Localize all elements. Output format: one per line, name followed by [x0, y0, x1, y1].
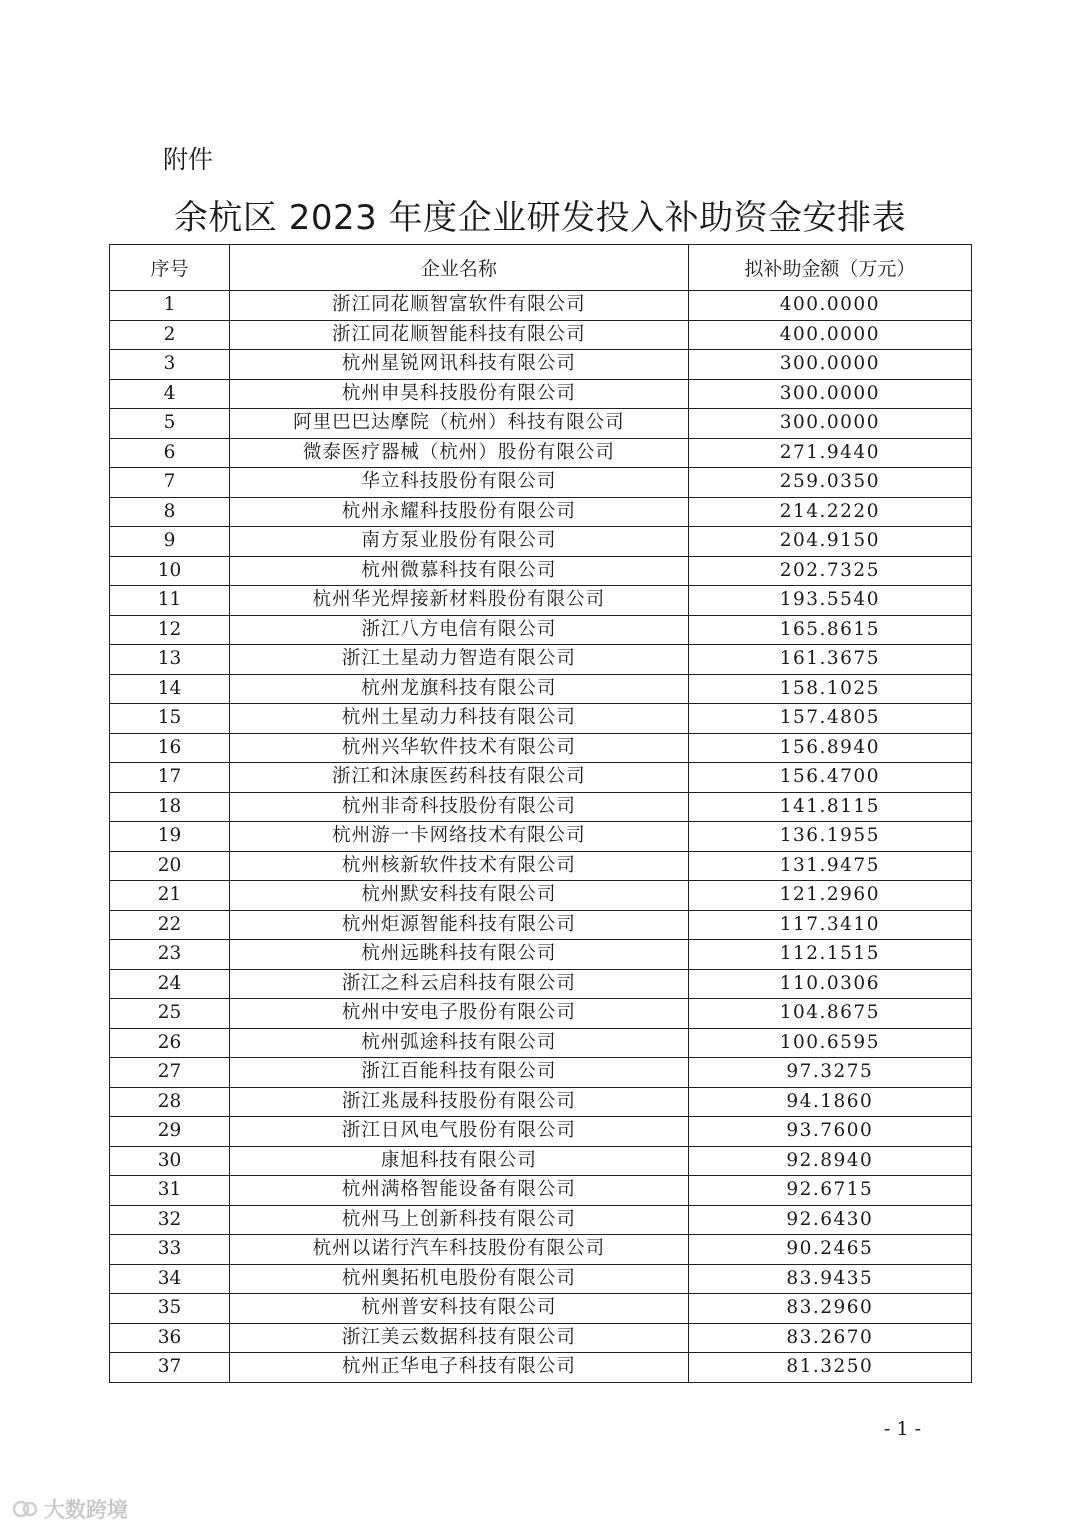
company-name: 杭州中安电子股份有限公司	[230, 999, 689, 1029]
company-name: 杭州远眺科技有限公司	[230, 940, 689, 970]
table-row	[110, 320, 972, 350]
company-name: 浙江土星动力智造有限公司	[230, 645, 689, 675]
table-row	[110, 497, 972, 527]
subsidy-amount: 158.1025	[688, 674, 971, 704]
row-index: 8	[110, 497, 230, 527]
subsidy-amount: 92.8940	[688, 1146, 971, 1176]
row-index: 25	[110, 999, 230, 1029]
table-row	[110, 1146, 972, 1176]
company-name: 杭州满格智能设备有限公司	[230, 1176, 689, 1206]
table-row	[110, 527, 972, 557]
table-row	[110, 1205, 972, 1235]
row-index: 31	[110, 1176, 230, 1206]
company-name: 杭州弧途科技有限公司	[230, 1028, 689, 1058]
row-index: 13	[110, 645, 230, 675]
table-row	[110, 704, 972, 734]
subsidy-amount: 271.9440	[688, 438, 971, 468]
table-row	[110, 556, 972, 586]
row-index: 10	[110, 556, 230, 586]
row-index: 34	[110, 1264, 230, 1294]
attachment-label: 附件	[163, 145, 214, 174]
table-row	[110, 999, 972, 1029]
subsidy-amount: 161.3675	[688, 645, 971, 675]
subsidy-amount: 92.6430	[688, 1205, 971, 1235]
row-index: 1	[110, 291, 230, 321]
table-row	[110, 910, 972, 940]
table-row	[110, 438, 972, 468]
table-row	[110, 1353, 972, 1383]
table-row	[110, 674, 972, 704]
subsidy-amount: 112.1515	[688, 940, 971, 970]
subsidy-amount: 136.1955	[688, 822, 971, 852]
subsidy-amount: 131.9475	[688, 851, 971, 881]
company-name: 浙江美云数据科技有限公司	[230, 1323, 689, 1353]
subsidy-amount: 259.0350	[688, 468, 971, 498]
table-row	[110, 379, 972, 409]
company-name: 浙江兆晟科技股份有限公司	[230, 1087, 689, 1117]
company-name: 华立科技股份有限公司	[230, 468, 689, 498]
subsidy-amount: 193.5540	[688, 586, 971, 616]
row-index: 28	[110, 1087, 230, 1117]
company-name: 阿里巴巴达摩院（杭州）科技有限公司	[230, 409, 689, 439]
table-row	[110, 615, 972, 645]
subsidy-amount: 400.0000	[688, 291, 971, 321]
table-row	[110, 969, 972, 999]
row-index: 18	[110, 792, 230, 822]
header-subsidy-amount: 拟补助金额（万元）	[688, 245, 971, 291]
subsidy-amount: 214.2220	[688, 497, 971, 527]
company-name: 杭州非奇科技股份有限公司	[230, 792, 689, 822]
subsidy-amount: 300.0000	[688, 350, 971, 380]
subsidy-amount: 300.0000	[688, 409, 971, 439]
subsidy-amount: 400.0000	[688, 320, 971, 350]
table-row	[110, 822, 972, 852]
company-name: 南方泵业股份有限公司	[230, 527, 689, 557]
row-index: 16	[110, 733, 230, 763]
row-index: 24	[110, 969, 230, 999]
subsidy-amount: 94.1860	[688, 1087, 971, 1117]
company-name: 杭州华光焊接新材料股份有限公司	[230, 586, 689, 616]
subsidy-amount: 300.0000	[688, 379, 971, 409]
watermark	[12, 1494, 128, 1524]
watermark-logo-icon	[12, 1498, 38, 1520]
row-index: 15	[110, 704, 230, 734]
table-row	[110, 1294, 972, 1324]
company-name: 杭州马上创新科技有限公司	[230, 1205, 689, 1235]
table-row	[110, 350, 972, 380]
row-index: 36	[110, 1323, 230, 1353]
table-row	[110, 733, 972, 763]
row-index: 19	[110, 822, 230, 852]
subsidy-amount: 141.8115	[688, 792, 971, 822]
header-company-name: 企业名称	[230, 245, 689, 291]
subsidy-amount: 117.3410	[688, 910, 971, 940]
table-row	[110, 1058, 972, 1088]
row-index: 11	[110, 586, 230, 616]
company-name: 杭州申昊科技股份有限公司	[230, 379, 689, 409]
company-name: 浙江和沐康医药科技有限公司	[230, 763, 689, 793]
table-row	[110, 586, 972, 616]
subsidy-amount: 157.4805	[688, 704, 971, 734]
company-name: 杭州兴华软件技术有限公司	[230, 733, 689, 763]
row-index: 26	[110, 1028, 230, 1058]
table-row	[110, 763, 972, 793]
subsidy-amount: 202.7325	[688, 556, 971, 586]
table-row	[110, 291, 972, 321]
table-row	[110, 1176, 972, 1206]
row-index: 22	[110, 910, 230, 940]
company-name: 杭州游一卡网络技术有限公司	[230, 822, 689, 852]
company-name: 浙江日风电气股份有限公司	[230, 1117, 689, 1147]
row-index: 2	[110, 320, 230, 350]
company-name: 杭州以诺行汽车科技股份有限公司	[230, 1235, 689, 1265]
company-name: 杭州正华电子科技有限公司	[230, 1353, 689, 1383]
row-index: 29	[110, 1117, 230, 1147]
company-name: 杭州炬源智能科技有限公司	[230, 910, 689, 940]
row-index: 32	[110, 1205, 230, 1235]
subsidy-amount: 204.9150	[688, 527, 971, 557]
page-number: - 1 -	[884, 1418, 922, 1440]
company-name: 杭州微慕科技有限公司	[230, 556, 689, 586]
company-name: 杭州核新软件技术有限公司	[230, 851, 689, 881]
row-index: 9	[110, 527, 230, 557]
table-row	[110, 409, 972, 439]
table-row	[110, 468, 972, 498]
table-row	[110, 1028, 972, 1058]
company-name: 杭州永耀科技股份有限公司	[230, 497, 689, 527]
row-index: 21	[110, 881, 230, 911]
subsidy-amount: 90.2465	[688, 1235, 971, 1265]
company-name: 杭州普安科技有限公司	[230, 1294, 689, 1324]
company-name: 杭州奥拓机电股份有限公司	[230, 1264, 689, 1294]
subsidy-table	[109, 244, 972, 1383]
subsidy-amount: 92.6715	[688, 1176, 971, 1206]
table-row	[110, 1235, 972, 1265]
table-row	[110, 1264, 972, 1294]
header-index: 序号	[110, 245, 230, 291]
subsidy-amount: 104.8675	[688, 999, 971, 1029]
subsidy-amount: 165.8615	[688, 615, 971, 645]
row-index: 20	[110, 851, 230, 881]
row-index: 27	[110, 1058, 230, 1088]
company-name: 杭州土星动力科技有限公司	[230, 704, 689, 734]
table-row	[110, 792, 972, 822]
company-name: 浙江八方电信有限公司	[230, 615, 689, 645]
row-index: 12	[110, 615, 230, 645]
table-body	[110, 291, 972, 1383]
table-row	[110, 940, 972, 970]
subsidy-amount: 100.6595	[688, 1028, 971, 1058]
row-index: 37	[110, 1353, 230, 1383]
document-title: 余杭区 2023 年度企业研发投入补助资金安排表	[173, 198, 907, 238]
table-row	[110, 881, 972, 911]
table-row	[110, 1087, 972, 1117]
subsidy-amount: 83.2670	[688, 1323, 971, 1353]
row-index: 14	[110, 674, 230, 704]
company-name: 微泰医疗器械（杭州）股份有限公司	[230, 438, 689, 468]
company-name: 杭州龙旗科技有限公司	[230, 674, 689, 704]
subsidy-amount: 121.2960	[688, 881, 971, 911]
table-row	[110, 1117, 972, 1147]
company-name: 浙江百能科技有限公司	[230, 1058, 689, 1088]
subsidy-amount: 81.3250	[688, 1353, 971, 1383]
company-name: 浙江同花顺智能科技有限公司	[230, 320, 689, 350]
table-header-row	[110, 245, 972, 291]
row-index: 6	[110, 438, 230, 468]
row-index: 17	[110, 763, 230, 793]
row-index: 5	[110, 409, 230, 439]
subsidy-amount: 97.3275	[688, 1058, 971, 1088]
company-name: 康旭科技有限公司	[230, 1146, 689, 1176]
watermark-text: 大数跨境	[44, 1498, 128, 1522]
row-index: 7	[110, 468, 230, 498]
company-name: 杭州星锐网讯科技有限公司	[230, 350, 689, 380]
subsidy-amount: 156.8940	[688, 733, 971, 763]
row-index: 23	[110, 940, 230, 970]
subsidy-amount: 156.4700	[688, 763, 971, 793]
row-index: 30	[110, 1146, 230, 1176]
subsidy-amount: 83.9435	[688, 1264, 971, 1294]
table-row	[110, 1323, 972, 1353]
row-index: 4	[110, 379, 230, 409]
company-name: 浙江同花顺智富软件有限公司	[230, 291, 689, 321]
table-row	[110, 645, 972, 675]
row-index: 3	[110, 350, 230, 380]
row-index: 35	[110, 1294, 230, 1324]
table-row	[110, 851, 972, 881]
company-name: 浙江之科云启科技有限公司	[230, 969, 689, 999]
company-name: 杭州默安科技有限公司	[230, 881, 689, 911]
subsidy-amount: 110.0306	[688, 969, 971, 999]
subsidy-amount: 83.2960	[688, 1294, 971, 1324]
subsidy-amount: 93.7600	[688, 1117, 971, 1147]
row-index: 33	[110, 1235, 230, 1265]
